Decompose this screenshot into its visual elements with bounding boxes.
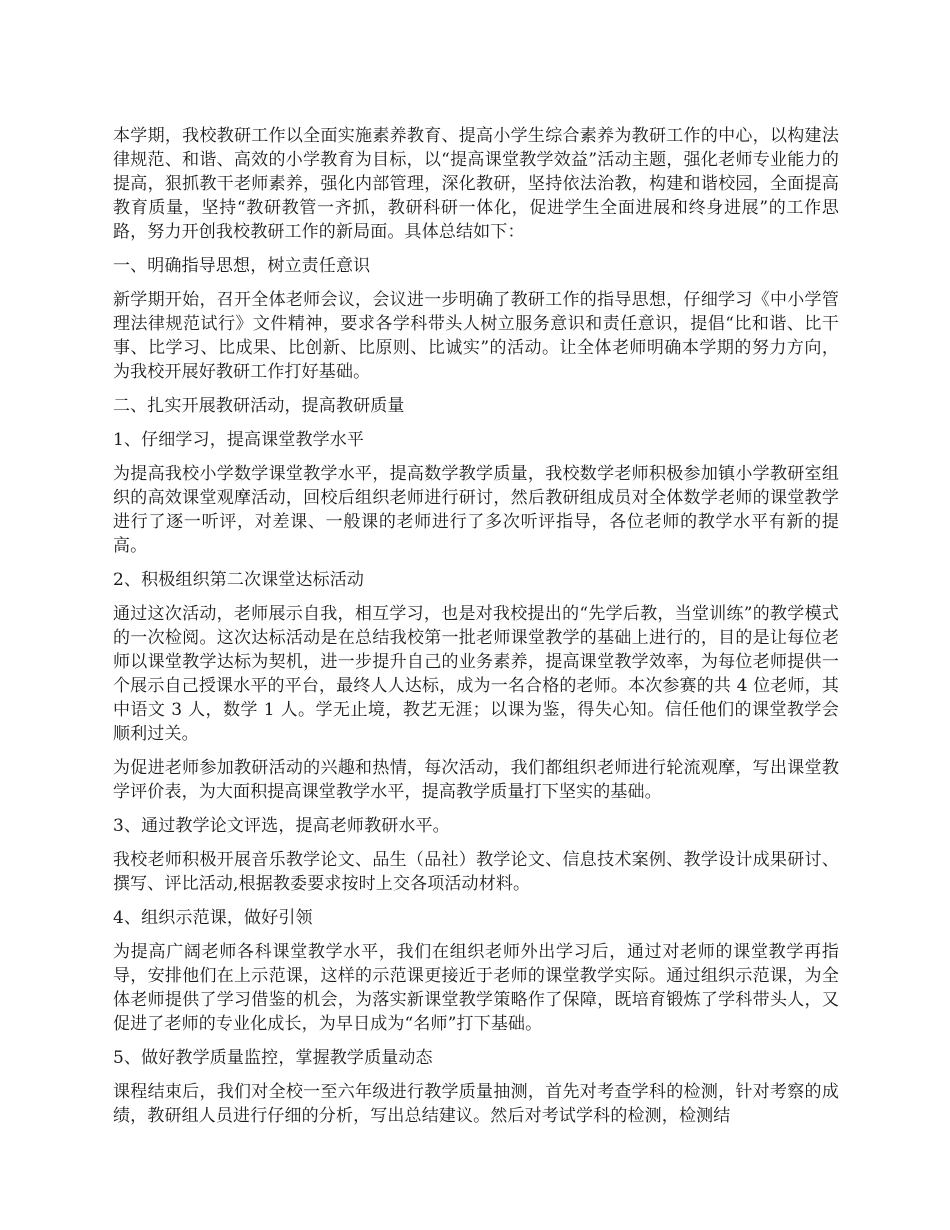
body-paragraph: 课程结束后，我们对全校一至六年级进行教学质量抽测，首先对考查学科的检测，针对考察的成绩，教研组人员进行仔细的分析，写出总结建议。然后对考试学科的检测，检测结 (113, 1082, 839, 1126)
section-heading-2: 二、扎实开展教研活动，提高教研质量 (113, 396, 405, 416)
body-paragraph: 为提高我校小学数学课堂教学水平，提高数学教学质量，我校数学老师积极参加镇小学教研室组织的高效课堂观摩活动，回校后组织老师进行研讨，然后教研组成员对全体数学老师的课堂教学进行了逐一听评，对差课、一般课的老师进行了多次听评指导，各位老师的教学水平有新的提高。 (113, 464, 839, 556)
subheading-3: 3、通过教学论文评选，提高老师教研水平。 (113, 816, 450, 836)
body-paragraph: 为提高广阔老师各科课堂教学水平，我们在组织老师外出学习后，通过对老师的课堂教学再指导，安排他们在上示范课，这样的示范课更接近于老师的课堂教学实际。通过组织示范课，为全体老师提供了学习借鉴的机会，为落实新课堂教学策略作了保障，既培育锻炼了学科带头人，又促进了老师的专业化成长，为早日成为“名师”打下基础。 (113, 942, 839, 1034)
subheading-2: 2、积极组织第二次课堂达标活动 (113, 570, 365, 590)
body-paragraph: 为促进老师参加教研活动的兴趣和热情，每次活动，我们都组织老师进行轮流观摩，写出课堂教学评价表，为大面积提高课堂教学水平，提高教学质量打下坚实的基础。 (113, 758, 839, 802)
subheading-1: 1、仔细学习，提高课堂教学水平 (113, 430, 365, 450)
body-paragraph: 通过这次活动，老师展示自我，相互学习，也是对我校提出的“先学后教，当堂训练”的教学模式的一次检阅。这次达标活动是在总结我校第一批老师课堂教学的基础上进行的，目的是让每位老师以课堂教学达标为契机，进一步提升自己的业务素养，提高课堂教学效率，为每位老师提供一个展示自己授课水平的平台，最终人人达标，成为一名合格的老师。本次参赛的共 4 位老师，其中语文 3 人，数学 1 人。学无止境，教艺无涯；以课为鉴，得失心知。信任他们的课堂教学会顺利过关。 (113, 604, 839, 744)
section-heading-1: 一、明确指导思想，树立责任意识 (113, 256, 371, 276)
body-paragraph: 新学期开始，召开全体老师会议，会议进一步明确了教研工作的指导思想，仔细学习《中小学管理法律规范试行》文件精神，要求各学科带头人树立服务意识和责任意识，提倡“比和谐、比干事、比学习、比成果、比创新、比原则、比诚实”的活动。让全体老师明确本学期的努力方向，为我校开展好教研工作打好基础。 (113, 290, 839, 382)
subheading-5: 5、做好教学质量监控，掌握教学质量动态 (113, 1048, 433, 1068)
body-paragraph: 我校老师积极开展音乐教学论文、品生（品社）教学论文、信息技术案例、教学设计成果研讨、撰写、评比活动,根据教委要求按时上交各项活动材料。 (113, 850, 839, 894)
intro-paragraph: 本学期，我校教研工作以全面实施素养教育、提高小学生综合素养为教研工作的中心，以构建法律规范、和谐、高效的小学教育为目标，以“提高课堂教学效益”活动主题，强化老师专业能力的提高，狠抓教干老师素养，强化内部管理，深化教研，坚持依法治教，构建和谐校园，全面提高教育质量，坚持“教研教管一齐抓，教研科研一体化，促进学生全面进展和终身进展”的工作思路，努力开创我校教研工作的新局面。具体总结如下： (113, 126, 839, 242)
document-body (113, 124, 839, 1138)
subheading-4: 4、组织示范课，做好引领 (113, 908, 313, 928)
